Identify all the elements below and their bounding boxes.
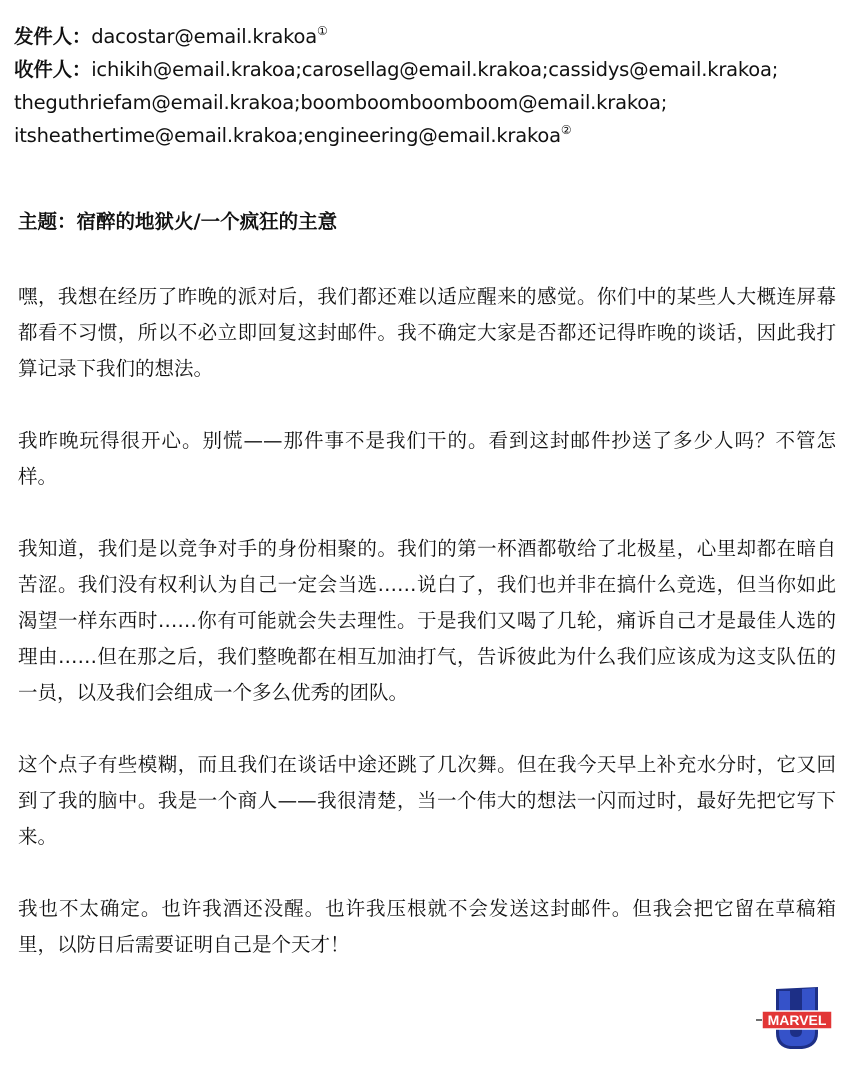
to-addresses-1: ichikih@email.krakoa;carosellag@email.krakoa;cassidys@email.krakoa; xyxy=(91,58,779,81)
marvel-logo-text: MARVEL xyxy=(767,1012,827,1028)
body-paragraph: 我也不太确定。也许我酒还没醒。也许我压根就不会发送这封邮件。但我会把它留在草稿箱里，以防日后需要证明自己是个天才！ xyxy=(18,897,836,956)
to-line-continued-2 xyxy=(14,119,844,152)
to-footnote-marker: ② xyxy=(560,123,572,137)
to-line-continued xyxy=(14,86,844,119)
body-paragraph: 我知道，我们是以竞争对手的身份相聚的。我们的第一杯酒都敬给了北极星，心里却都在暗自苦涩。我们没有权利认为自己一定会当选……说白了，我们也并非在搞什么竞选，但当你如此渴望一样东西时……你有可能就会失去理性。于是我们又喝了几轮，痛诉自己才是最佳人选的理由……但在那之后，我们整晚都在相互加油打气，告诉彼此为什么我们应该成为这支队伍的一员，以及我们会组成一个多么优秀的团队。 xyxy=(18,537,836,704)
to-addresses-3: itsheathertime@email.krakoa;engineering@email.krakoa xyxy=(14,124,561,147)
to-addresses-2: theguthriefam@email.krakoa;boomboomboomboom@email.krakoa; xyxy=(14,91,668,114)
to-line xyxy=(14,53,844,86)
body-paragraph: 我昨晚玩得很开心。别慌——那件事不是我们干的。看到这封邮件抄送了多少人吗？不管怎样。 xyxy=(18,429,836,488)
to-label: 收件人： xyxy=(14,58,92,81)
marvel-logo xyxy=(756,985,836,1051)
from-label: 发件人： xyxy=(14,25,92,48)
body-paragraph: 嘿，我想在经历了昨晚的派对后，我们都还难以适应醒来的感觉。你们中的某些人大概连屏幕都看不习惯，所以不必立即回复这封邮件。我不确定大家是否都还记得昨晚的谈话，因此我打算记录下我们的想法。 xyxy=(18,285,836,380)
email-header xyxy=(14,20,844,152)
from-footnote-marker: ① xyxy=(316,24,328,38)
email-subject: 主题：宿醉的地狱火/一个疯狂的主意 xyxy=(18,210,338,233)
marvel-shield-icon xyxy=(756,985,836,1051)
from-line xyxy=(14,20,844,53)
email-body xyxy=(18,279,836,999)
from-address: dacostar@email.krakoa xyxy=(91,25,317,48)
body-paragraph: 这个点子有些模糊，而且我们在谈话中途还跳了几次舞。但在我今天早上补充水分时，它又回到了我的脑中。我是一个商人——我很清楚，当一个伟大的想法一闪而过时，最好先把它写下来。 xyxy=(18,753,836,848)
